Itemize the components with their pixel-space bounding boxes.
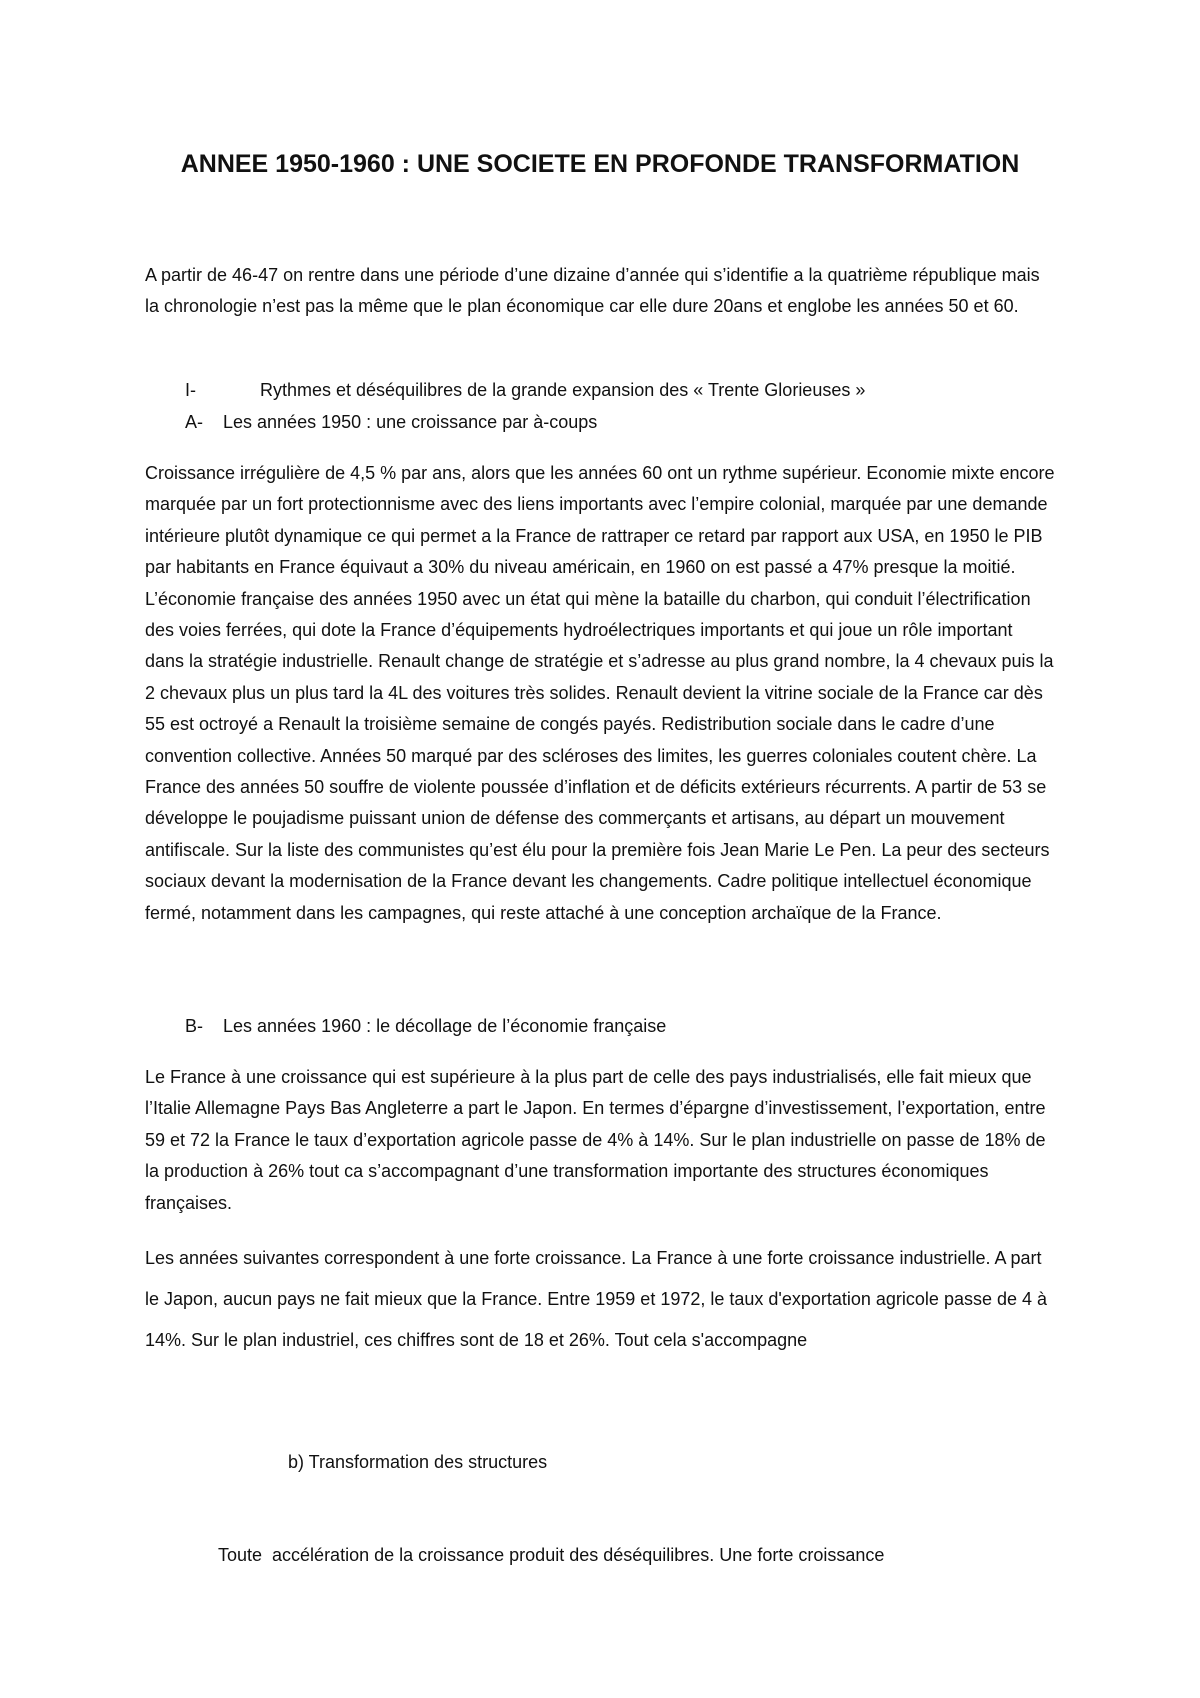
section-heading-1 — [185, 380, 865, 401]
intro-paragraph: A partir de 46-47 on rentre dans une période d’une dizaine d’année qui s’identifie a la quatrième république mais la chronologie n’est pas la même que le plan économique car elle dure 20ans et englobe les années 50 et 60. — [145, 265, 1040, 317]
section-number: A- — [185, 412, 203, 432]
section-number: B- — [185, 1016, 203, 1036]
section-title: Rythmes et déséquilibres de la grande expansion des « Trente Glorieuses » — [260, 380, 866, 400]
paragraph-b2: Les années suivantes correspondent à une forte croissance. La France à une forte croissance industrielle. A part le Japon, aucun pays ne fait mieux que la France. Entre 1959 et 1972, le taux d'exportation agricole passe de 4 à 14%. Sur le plan industriel, ces chiffres sont de 18 et 26%. Tout cela s'accompagne — [145, 1248, 1048, 1350]
closing-line: Toute accélération de la croissance produit des déséquilibres. Une forte croissance — [218, 1545, 885, 1565]
section-title: Les années 1950 : une croissance par à-coups — [223, 412, 598, 432]
section-heading-b — [185, 1016, 666, 1037]
subsection-heading-b: b) Transformation des structures — [288, 1452, 548, 1472]
section-heading-a — [185, 412, 597, 433]
section-title: Les années 1960 : le décollage de l’économie française — [223, 1016, 667, 1036]
paragraph-a: Croissance irrégulière de 4,5 % par ans, alors que les années 60 ont un rythme supérieur. Economie mixte encore marquée par un fort protectionnisme avec des liens importants avec l’empire colonial, marquée par une demande intérieure plutôt dynamique ce qui permet a la France de rattraper ce retard par rapport aux USA, en 1950 le PIB par habitants en France équivaut a 30% du niveau américain, en 1960 on est passé a 47% presque la moitié. L’économie française des années 1950 avec un état qui mène la bataille du charbon, qui conduit l’électrification des voies ferrées, qui dote la France d’équipements hydroélectriques importants et qui joue un rôle important dans la stratégie industrielle. Renault change de stratégie et s’adresse au plus grand nombre, la 4 chevaux puis la 2 chevaux plus un plus tard la 4L des voitures très solides. Renault devient la vitrine sociale de la France car dès 55 est octroyé a Renault la troisième semaine de congés payés. Redistribution sociale dans le cadre d’une convention collective. Années 50 marqué par des scléroses des limites, les guerres coloniales coutent chère. La France des années 50 souffre de violente poussée d’inflation et de déficits extérieurs récurrents. A partir de 53 se développe le poujadisme puissant union de défense des commerçants et artisans, au départ un mouvement antifiscale. Sur la liste des communistes qu’est élu pour la première fois Jean Marie Le Pen. La peur des secteurs sociaux devant la modernisation de la France devant les changements. Cadre politique intellectuel économique fermé, notamment dans les campagnes, qui reste attaché à une conception archaïque de la France. — [145, 463, 1055, 923]
page-title: ANNEE 1950-1960 : UNE SOCIETE EN PROFONDE TRANSFORMATION — [180, 150, 1020, 178]
section-number: I- — [185, 380, 196, 400]
paragraph-b1: Le France à une croissance qui est supérieure à la plus part de celle des pays industrialisés, elle fait mieux que l’Italie Allemagne Pays Bas Angleterre a part le Japon. En termes d’épargne d’investissement, l’exportation, entre 59 et 72 la France le taux d’exportation agricole passe de 4% à 14%. Sur le plan industrielle on passe de 18% de la production à 26% tout ca s’accompagnant d’une transformation importante des structures économiques françaises. — [145, 1067, 1046, 1213]
